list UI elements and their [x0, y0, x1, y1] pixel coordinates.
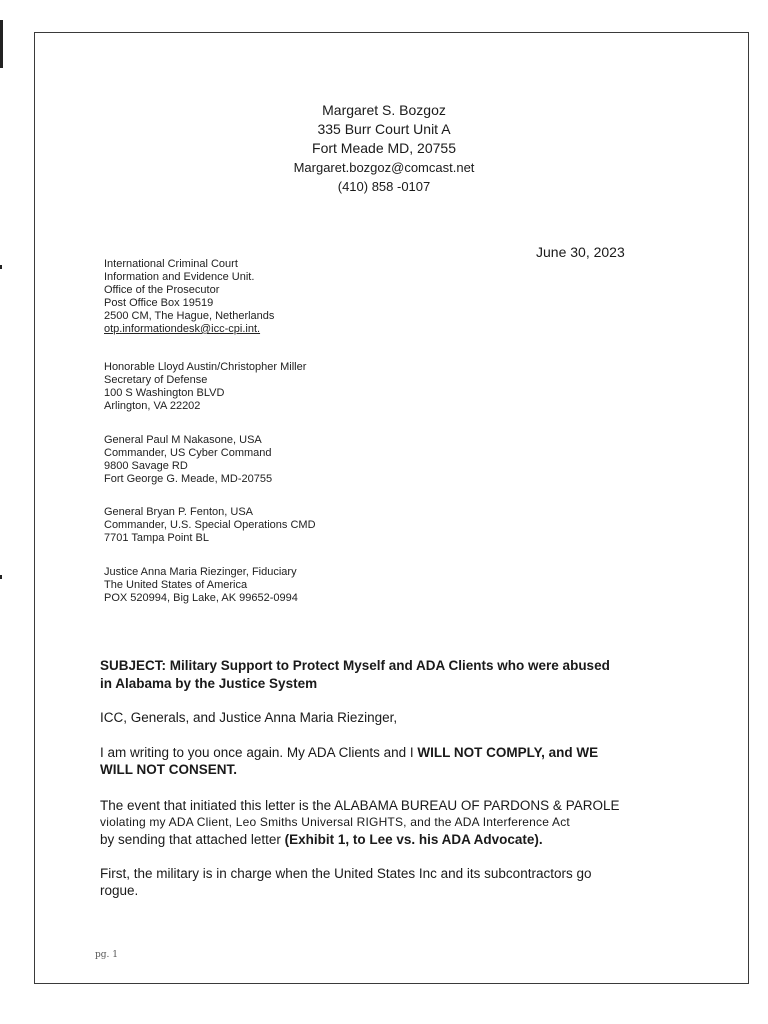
- recipient-line: International Criminal Court: [104, 258, 238, 270]
- subject-line: [100, 657, 700, 693]
- recipient-email-link[interactable]: otp.informationdesk@icc-cpi.int.: [104, 323, 261, 335]
- paragraph-1: [100, 744, 690, 778]
- recipient-fiduciary: [104, 566, 298, 605]
- paragraph-1-bold: WILL NOT COMPLY, and WE: [417, 745, 599, 760]
- sender-name: Margaret S. Bozgoz: [322, 102, 446, 118]
- recipient-line: 100 S Washington BLVD: [104, 387, 225, 399]
- sender-block: [0, 101, 768, 196]
- recipient-line: Office of the Prosecutor: [104, 284, 220, 296]
- recipient-line: Fort George G. Meade, MD-20755: [104, 473, 273, 485]
- recipient-line: Commander, U.S. Special Operations CMD: [104, 519, 316, 531]
- paragraph-2-exhibit: (Exhibit 1, to Lee vs. his ADA Advocate).: [284, 832, 543, 847]
- recipient-cybercom: [104, 434, 272, 486]
- recipient-line: Justice Anna Maria Riezinger, Fiduciary: [104, 566, 297, 578]
- paragraph-2-line-1: The event that initiated this letter is the ALABAMA BUREAU OF PARDONS & PAROLE: [100, 798, 620, 813]
- paragraph-3: [100, 865, 690, 899]
- paragraph-2: [100, 797, 690, 848]
- sender-email: Margaret.bozgoz@comcast.net: [293, 160, 475, 175]
- recipient-line: 9800 Savage RD: [104, 460, 188, 472]
- recipient-line: Honorable Lloyd Austin/Christopher Miller: [104, 361, 307, 373]
- recipient-line: Commander, US Cyber Command: [104, 447, 272, 459]
- scan-artifact: [0, 265, 2, 269]
- recipient-icc: [104, 258, 274, 336]
- paragraph-1-text: I am writing to you once again. My ADA Clients and I: [100, 745, 418, 760]
- scan-artifact: [0, 575, 2, 579]
- paragraph-3-line-1: First, the military is in charge when the United States Inc and its subcontractors go: [100, 866, 592, 881]
- sender-phone: (410) 858 -0107: [337, 179, 431, 194]
- recipient-line: Information and Evidence Unit.: [104, 271, 255, 283]
- recipient-line: POX 520994, Big Lake, AK 99652-0994: [104, 592, 298, 604]
- salutation: ICC, Generals, and Justice Anna Maria Riezinger,: [100, 710, 398, 725]
- paragraph-1-bold-2: WILL NOT CONSENT.: [100, 762, 237, 777]
- paragraph-2-line-3: by sending that attached letter: [100, 832, 285, 847]
- letter-date: June 30, 2023: [536, 244, 625, 260]
- recipient-line: General Paul M Nakasone, USA: [104, 434, 262, 446]
- subject-line-1: SUBJECT: Military Support to Protect Myself and ADA Clients who were abused: [100, 658, 610, 673]
- recipient-line: 2500 CM, The Hague, Netherlands: [104, 310, 275, 322]
- recipient-line: Secretary of Defense: [104, 374, 208, 386]
- recipient-line: 7701 Tampa Point BL: [104, 532, 209, 544]
- sender-city: Fort Meade MD, 20755: [312, 140, 456, 156]
- sender-street: 335 Burr Court Unit A: [317, 121, 451, 137]
- paragraph-3-line-2: rogue.: [100, 883, 139, 898]
- paragraph-2-line-2: violating my ADA Client, Leo Smiths Universal RIGHTS, and the ADA Interference Act: [100, 815, 570, 829]
- subject-line-2: in Alabama by the Justice System: [100, 676, 318, 691]
- recipient-socom: [104, 506, 316, 545]
- recipient-line: Post Office Box 19519: [104, 297, 214, 309]
- recipient-secdef: [104, 361, 306, 413]
- recipient-line: Arlington, VA 22202: [104, 400, 201, 412]
- scan-artifact: [0, 20, 3, 68]
- page-number: pg. 1: [95, 950, 118, 960]
- recipient-line: General Bryan P. Fenton, USA: [104, 506, 253, 518]
- recipient-line: The United States of America: [104, 579, 248, 591]
